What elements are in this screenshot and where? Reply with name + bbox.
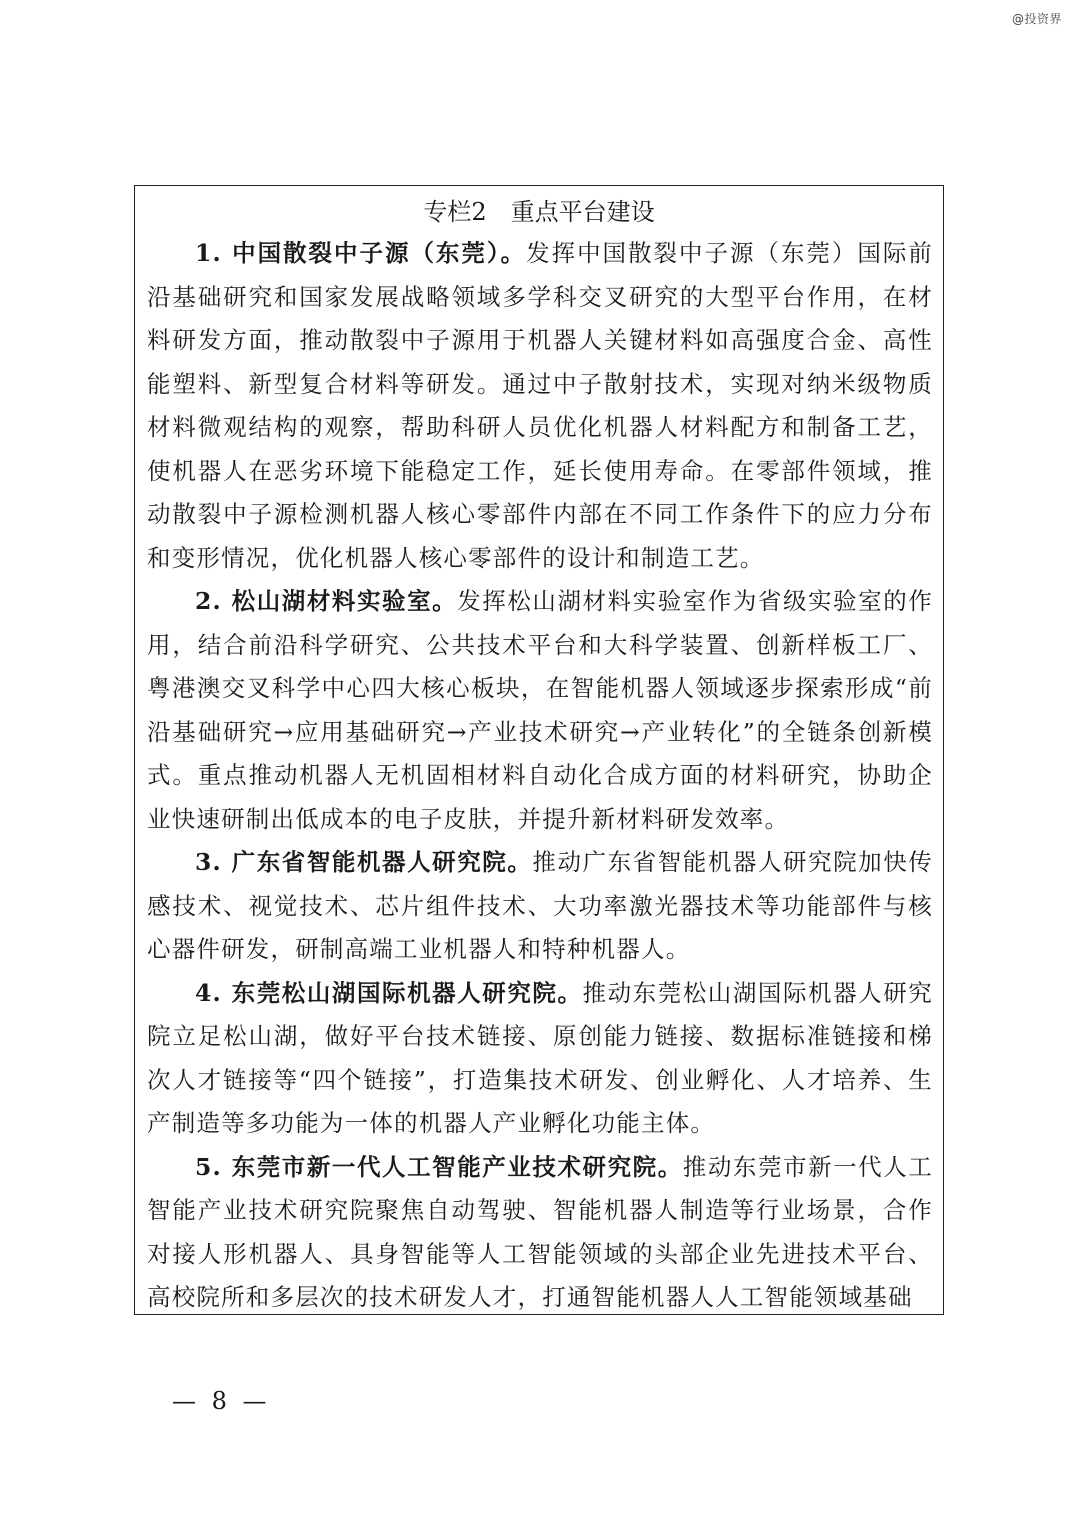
paragraph: [147, 580, 933, 841]
paragraph-heading: 5. 东莞市新一代人工智能产业技术研究院。: [195, 1152, 683, 1181]
paragraph: [147, 972, 933, 1146]
watermark: @投资界: [1011, 12, 1062, 26]
column-content: [147, 232, 933, 1320]
page-number: — 8 —: [172, 1387, 271, 1415]
column-title: 专栏2 重点平台建设: [423, 198, 655, 226]
paragraph-heading: 2. 松山湖材料实验室。: [195, 587, 458, 615]
paragraph: [147, 841, 933, 972]
paragraph-heading: 1. 中国散裂中子源（东莞）。: [195, 239, 527, 267]
column-box: [134, 185, 944, 1315]
paragraph: [147, 232, 933, 580]
paragraph-heading: 4. 东莞松山湖国际机器人研究院。: [195, 978, 583, 1007]
paragraph-text: 推动东莞市新一代人工智能产业技术研究院聚焦自动驾驶、智能机器人制造等行业场景，合作对接人形机器人、具身智能等人工智能领域的头部企业先进技术平台、高校院所和多层次的技术研发人才，打通智能机器人人工智能领域基础: [147, 1152, 934, 1311]
paragraph: [147, 1146, 933, 1320]
paragraph-text: 发挥松山湖材料实验室作为省级实验室的作用，结合前沿科学研究、公共技术平台和大科学装置、创新样板工厂、粤港澳交叉科学中心四大核心板块，在智能机器人领域逐步探索形成“前沿基础研究→应用基础研究→产业技术研究→产业转化”的全链条创新模式。重点推动机器人无机固相材料自动化合成方面的材料研究，协助企业快速研制出低成本的电子皮肤，并提升新材料研发效率。: [147, 587, 933, 833]
paragraph-text: 推动广东省智能机器人研究院加快传感技术、视觉技术、芯片组件技术、大功率激光器技术等功能部件与核心器件研发，研制高端工业机器人和特种机器人。: [147, 848, 934, 963]
paragraph-heading: 3. 广东省智能机器人研究院。: [195, 848, 533, 876]
paragraph-text: 发挥中国散裂中子源（东莞）国际前沿基础研究和国家发展战略领域多学科交叉研究的大型平台作用，在材料研发方面，推动散裂中子源用于机器人关键材料如高强度合金、高性能塑料、新型复合材料等研发。通过中子散射技术，实现对纳米级物质材料微观结构的观察，帮助科研人员优化机器人材料配方和制备工艺，使机器人在恶劣环境下能稳定工作，延长使用寿命。在零部件领域，推动散裂中子源检测机器人核心零部件内部在不同工作条件下的应力分布和变形情况，优化机器人核心零部件的设计和制造工艺。: [147, 239, 934, 572]
paragraph-text: 推动东莞松山湖国际机器人研究院立足松山湖，做好平台技术链接、原创能力链接、数据标准链接和梯次人才链接等“四个链接”，打造集技术研发、创业孵化、人才培养、生产制造等多功能为一体的机器人产业孵化功能主体。: [147, 978, 933, 1137]
